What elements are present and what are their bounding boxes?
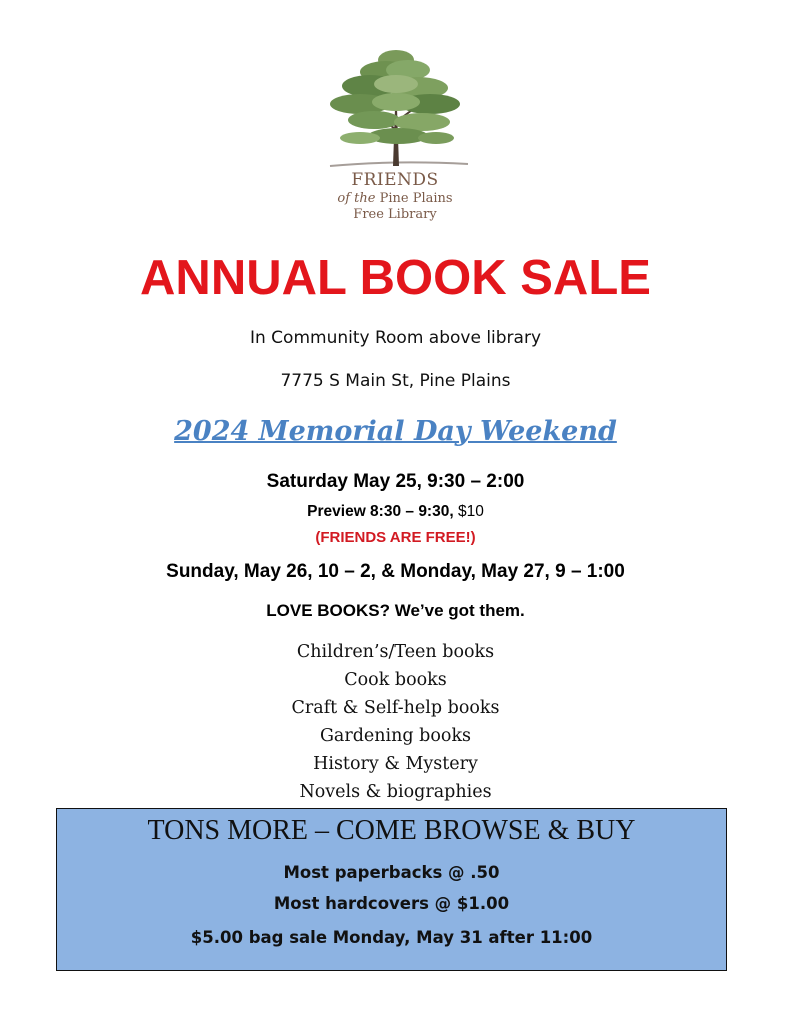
logo-line-free-library: Free Library (353, 207, 437, 222)
tree-icon (330, 50, 468, 166)
location-address: 7775 S Main St, Pine Plains (280, 371, 511, 391)
category-item: Novels & biographies (299, 782, 492, 802)
friends-free-note: (FRIENDS ARE FREE!) (315, 529, 476, 546)
friends-logo-text (300, 172, 490, 221)
tagline: LOVE BOOKS? We’ve got them. (266, 601, 525, 620)
promo-paperbacks: Most paperbacks @ .50 (283, 863, 500, 882)
sunday-monday-hours: Sunday, May 26, 10 – 2, & Monday, May 27, 9 – 1:00 (166, 561, 625, 582)
promo-box (56, 808, 727, 971)
location-room: In Community Room above library (249, 328, 542, 348)
category-item: Craft & Self-help books (291, 698, 500, 718)
logo-line-of-the-pine-plains (300, 192, 490, 205)
preview-price: $10 (457, 503, 484, 520)
promo-bag-sale: $5.00 bag sale Monday, May 31 after 11:00 (190, 928, 593, 947)
page-title: ANNUAL BOOK SALE (140, 251, 651, 305)
preview-hours (0, 503, 791, 521)
category-item: History & Mystery (313, 754, 478, 774)
promo-hardcovers: Most hardcovers @ $1.00 (273, 894, 510, 913)
category-item: Children’s/Teen books (296, 642, 495, 662)
category-item: Gardening books (319, 726, 472, 746)
logo-pine-plains: Pine Plains (379, 191, 453, 206)
event-heading: 2024 Memorial Day Weekend (174, 416, 617, 447)
promo-heading: TONS MORE – COME BROWSE & BUY (147, 815, 636, 846)
category-item: Cook books (344, 670, 447, 690)
preview-times: Preview 8:30 – 9:30, (307, 503, 454, 520)
logo-of-the: of the (337, 191, 376, 206)
logo-line-friends: FRIENDS (351, 170, 439, 190)
saturday-hours: Saturday May 25, 9:30 – 2:00 (266, 471, 525, 492)
